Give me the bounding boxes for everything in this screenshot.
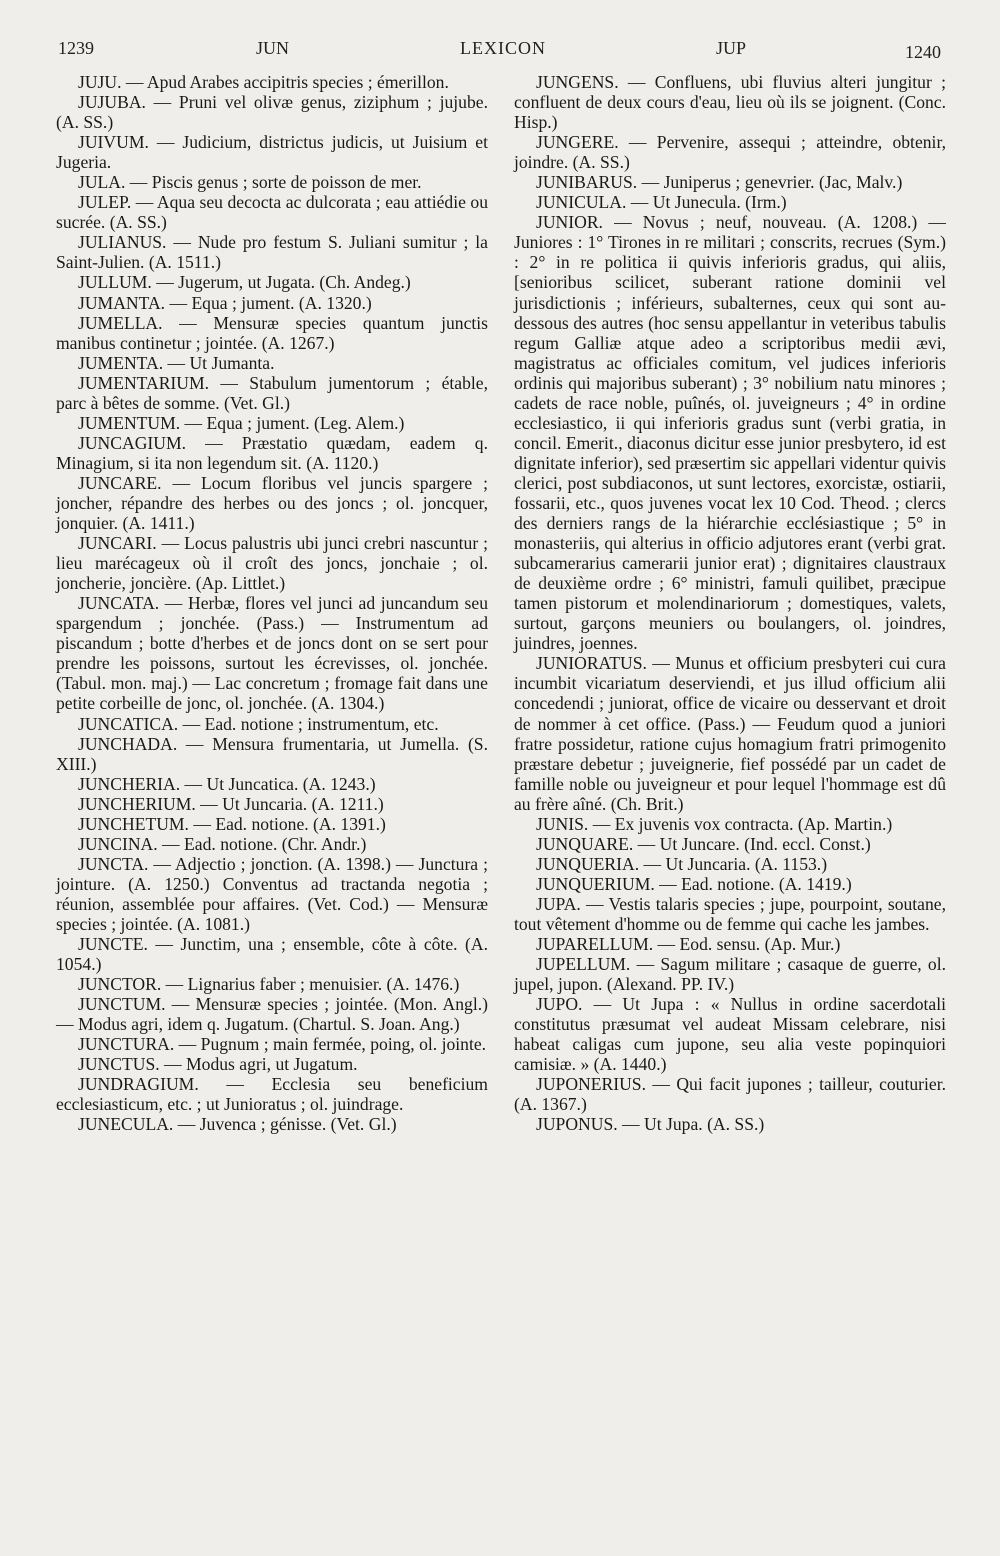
entry-julep: JULEP. — Aqua seu decocta ac dulcorata ; eau attiédie ou sucrée. (A. SS.) bbox=[56, 192, 488, 233]
entry-jumenta: JUMENTA. — Ut Jumanta. bbox=[78, 352, 275, 373]
entry-junctor: JUNCTOR. — Lignarius faber ; menuisier. (A. 1476.) bbox=[78, 974, 460, 995]
right-column bbox=[514, 72, 946, 1134]
entry-jullum: JULLUM. — Jugerum, ut Jugata. (Ch. Andeg.) bbox=[78, 272, 411, 293]
entry-juncare: JUNCARE. — Locum floribus vel juncis spargere ; joncher, répandre des herbes ou des joncs ; ol. joncquer, jonquier. (A. 1411.) bbox=[56, 472, 488, 534]
page-header bbox=[0, 30, 1000, 66]
entry-junctus: JUNCTUS. — Modus agri, ut Jugatum. bbox=[78, 1054, 358, 1075]
left-column bbox=[56, 72, 488, 1134]
entry-jungens: JUNGENS. — Confluens, ubi fluvius alteri jungitur ; confluent de deux cours d'eau, lieu où ils se joignent. (Conc. Hisp.) bbox=[514, 72, 946, 133]
page-number-left: 1239 bbox=[58, 38, 94, 58]
entry-jupellum: JUPELLUM. — Sagum militare ; casaque de guerre, ol. jupel, jupon. (Alexand. PP. IV.) bbox=[514, 954, 946, 995]
entry-jiju: JUJU. — Apud Arabes accipitris species ; émerillon. bbox=[78, 72, 449, 92]
entry-jundragium: JUNDRAGIUM. — Ecclesia seu beneficium ecclesiasticum, etc. ; ut Junioratus ; ol. juindrage. bbox=[56, 1074, 488, 1115]
entry-jujuba: JUJUBA. — Pruni vel olivæ genus, ziziphum ; jujube. (A. SS.) bbox=[56, 92, 488, 133]
entry-junquerium: JUNQUERIUM. — Ead. notione. (A. 1419.) bbox=[536, 873, 852, 894]
entry-juponerius: JUPONERIUS. — Qui facit jupones ; tailleur, couturier. (A. 1367.) bbox=[514, 1074, 946, 1115]
entry-junchetum: JUNCHETUM. — Ead. notione. (A. 1391.) bbox=[78, 813, 386, 834]
entry-juivum: JUIVUM. — Judicium, districtus judicis, ut Juisium et Jugeria. bbox=[56, 132, 488, 173]
entry-juncagium: JUNCAGIUM. — Præstatio quædam, eadem q. Minagium, si ita non legendum sit. (A. 1120.) bbox=[56, 432, 488, 473]
page-number-right: 1240 bbox=[905, 42, 941, 62]
entry-julianus: JULIANUS. — Nude pro festum S. Juliani sumitur ; la Saint-Julien. (A. 1511.) bbox=[56, 232, 488, 273]
entry-jumentum: JUMENTUM. — Equa ; jument. (Leg. Alem.) bbox=[78, 412, 405, 433]
entry-jungere: JUNGERE. — Pervenire, assequi ; atteindre, obtenir, joindre. (A. SS.) bbox=[514, 132, 946, 173]
entry-junquare: JUNQUARE. — Ut Juncare. (Ind. eccl. Const.) bbox=[536, 833, 871, 854]
entry-juncherium: JUNCHERIUM. — Ut Juncaria. (A. 1211.) bbox=[78, 793, 384, 814]
entry-junicula: JUNICULA. — Ut Junecula. (Irm.) bbox=[536, 192, 787, 213]
entry-junqueria: JUNQUERIA. — Ut Juncaria. (A. 1153.) bbox=[536, 853, 828, 874]
entry-junioratus: JUNIORATUS. — Munus et officium presbyteri cui cura incumbit vicariatum deserviendi, et jus illud officium alii concedendi ; juniorat, office de vicaire ou desservant et droit de nommer à cet office. (Pass.) — Feudum quod a juniori fratre possidetur, ratione cujus homagium fratri primogenito præstare debetur ; juveignerie, fief possédé par un cadet de famille noble ou juveigneur et pour lequel l'hommage est dû au frère aîné. (Ch. Brit.) bbox=[514, 653, 946, 814]
entry-junctum: JUNCTUM. — Mensuræ species ; jointée. (Mon. Angl.) — Modus agri, idem q. Jugatum. (Chartul. S. Joan. Ang.) bbox=[56, 994, 488, 1035]
entry-junior: JUNIOR. — Novus ; neuf, nouveau. (A. 1208.) — Juniores : 1° Tirones in re militari ; conscrits, recrues (Sym.) : 2° in re politica ii quivis inferioris gradus, qui aliis, [senioribus scilicet, suberant ratione dominii vel jurisdictionis ; inférieurs, subalternes, ceux qui sont au-dessous des autres (hoc sensu appellantur in veteribus tabulis regum Galliæ atque adeo a scriptoribus medii ævi, magistratus ac officiales comitum, vel judices inferioris ordinis qui majoribus suberant) ; 3° nobilium natu minores ; cadets de race noble, puînés, ol. juveigneurs ; 4° in ordine ecclesiastico, ii qui inferioris gradus sunt (verbi gratia, in concil. Emerit., diaconus dicitur esse junior presbytero, id est dignitate inferior), sed præsertim sic appellari videntur quivis clerici, post subdiaconos, ut sunt lectores, exorcistæ, ostiarii, fossarii, etc., quos juvenes vocat lex 10 Cod. Theod. ; clercs des derniers rangs de la hiérarchie ecclésiastique ; 5° in monasteriis, qui alterius in officio adjutores erant (verbi grat. subcamerarius camerarii junior erat) ; dignitaires claustraux de deuxième ordre ; 6° ministri, famuli quilibet, præcipue tamen pistorum et molendinariorum ; domestiques, valets, surtout, garçons meuniers ou boulangers, ol. joindres, juindres, joennes. bbox=[514, 212, 946, 654]
entry-junchada: JUNCHADA. — Mensura frumentaria, ut Jumella. (S. XIII.) bbox=[56, 733, 488, 774]
entry-juncina: JUNCINA. — Ead. notione. (Chr. Andr.) bbox=[78, 833, 367, 854]
entry-jupa: JUPA. — Vestis talaris species ; jupe, pourpoint, soutane, tout vêtement d'homme ou de femme qui cache les jambes. bbox=[514, 893, 946, 934]
entry-junis: JUNIS. — Ex juvenis vox contracta. (Ap. Martin.) bbox=[536, 813, 893, 834]
entry-jumella: JUMELLA. — Mensuræ species quantum junctis manibus continetur ; jointée. (A. 1267.) bbox=[56, 312, 488, 353]
entry-juponus: JUPONUS. — Ut Jupa. (A. SS.) bbox=[536, 1114, 765, 1135]
entry-juncari: JUNCARI. — Locus palustris ubi junci crebri nascuntur ; lieu marécageux où il croît des joncs, jonchaie ; ol. joncherie, joncière. (Ap. Littlet.) bbox=[56, 533, 488, 594]
entry-juncatica: JUNCATICA. — Ead. notione ; instrumentum, etc. bbox=[78, 713, 439, 734]
guide-word-left: JUN bbox=[256, 38, 290, 58]
entry-juncte: JUNCTE. — Junctim, una ; ensemble, côte à côte. (A. 1054.) bbox=[56, 934, 488, 975]
entry-jumanta: JUMANTA. — Equa ; jument. (A. 1320.) bbox=[78, 292, 372, 313]
entry-juncta: JUNCTA. — Adjectio ; jonction. (A. 1398.) — Junctura ; jointure. (A. 1250.) Conventus ad tractanda negotia ; réunion, assemblée pour affaires. (Vet. Cod.) — Mensuræ species ; jointée. (A. 1081.) bbox=[56, 853, 488, 934]
entry-juncata: JUNCATA. — Herbæ, flores vel junci ad juncandum seu spargendum ; jonchée. (Pass.) — Instrumentum ad piscandum ; botte d'herbes et de joncs dont on se sert pour prendre les poissons, surtout les écrevisses, ol. jonchée. (Tabul. mon. maj.) — Lac concretum ; fromage fait dans une petite corbeille de jonc, ol. jonchée. (A. 1304.) bbox=[56, 593, 488, 714]
entry-jumentarium: JUMENTARIUM. — Stabulum jumentorum ; étable, parc à bêtes de somme. (Vet. Gl.) bbox=[56, 372, 488, 413]
entry-junecula: JUNECULA. — Juvenca ; génisse. (Vet. Gl.) bbox=[78, 1114, 397, 1135]
entry-juncheria: JUNCHERIA. — Ut Juncatica. (A. 1243.) bbox=[78, 773, 376, 794]
entry-jula: JULA. — Piscis genus ; sorte de poisson de mer. bbox=[78, 172, 422, 193]
guide-word-right: JUP bbox=[716, 38, 747, 58]
entry-junibarus: JUNIBARUS. — Juniperus ; genevrier. (Jac, Malv.) bbox=[536, 172, 903, 193]
running-title: LEXICON bbox=[460, 38, 546, 58]
entry-junctura: JUNCTURA. — Pugnum ; main fermée, poing, ol. jointe. bbox=[78, 1034, 487, 1055]
entry-jupo: JUPO. — Ut Jupa : « Nullus in ordine sacerdotali constitutus præsumat vel audeat Missam celebrare, nisi habeat caligas cum jupone, seu alia veste popinquiori camisiæ. » (A. 1440.) bbox=[514, 994, 946, 1075]
entry-juparellum: JUPARELLUM. — Eod. sensu. (Ap. Mur.) bbox=[536, 934, 841, 955]
